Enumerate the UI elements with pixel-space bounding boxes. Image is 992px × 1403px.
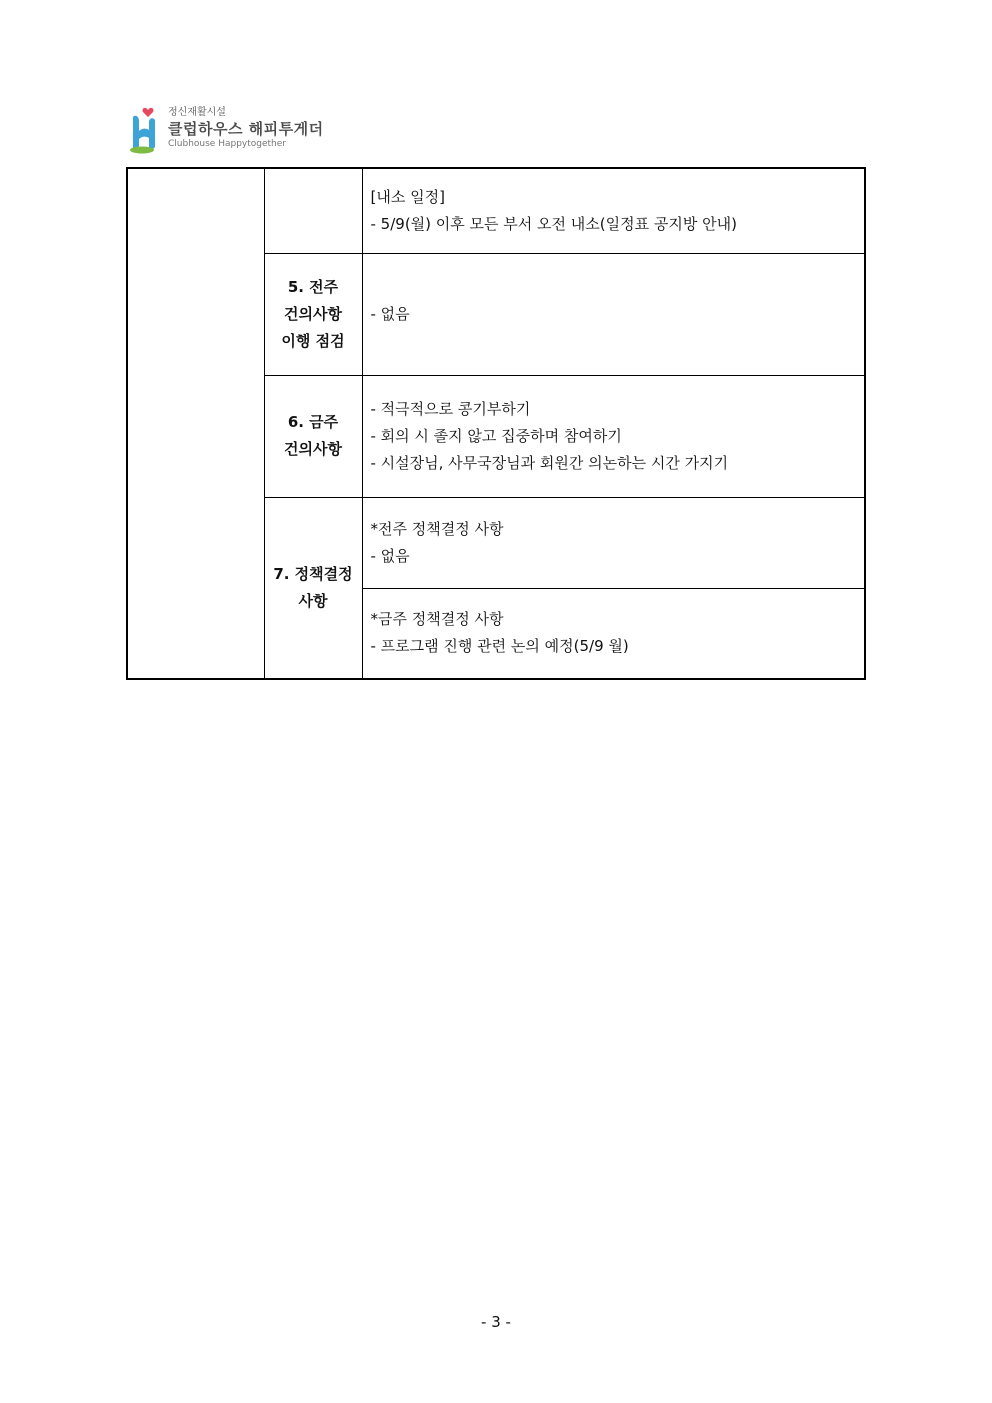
category-cell: [127, 168, 264, 679]
label-cell: [264, 253, 362, 375]
content-line: *금주 정책결정 사항: [370, 610, 504, 629]
content-cell: [362, 588, 865, 679]
content-line: - 5/9(월) 이후 모든 부서 오전 내소(일정표 공지방 안내): [370, 214, 737, 233]
label-line: 5. 전주: [287, 277, 339, 296]
label-cell: [264, 497, 362, 679]
clubhouse-logo: [128, 103, 328, 155]
table-row: [127, 168, 865, 253]
label-cell: [264, 168, 362, 253]
label-line: 이행 점검: [281, 331, 345, 350]
label-line: 건의사항: [284, 304, 342, 323]
logo-title: 클럽하우스 해피투게더: [168, 120, 324, 138]
content-line: - 없음: [370, 546, 410, 565]
minutes-table: [126, 167, 866, 680]
content-line: [내소 일정]: [370, 187, 445, 206]
logo-english: Clubhouse Happytogether: [168, 139, 286, 149]
content-line: - 시설장님, 사무국장님과 회원간 의논하는 시간 가지기: [370, 453, 729, 472]
content-line: *전주 정책결정 사항: [370, 519, 504, 538]
label-line: 6. 금주: [287, 413, 339, 431]
logo-subtitle: 정신재활시설: [168, 107, 226, 118]
content-cell: [362, 168, 865, 253]
content-line: - 프로그램 진행 관련 논의 예정(5/9 월): [370, 637, 629, 656]
content-cell: [362, 253, 865, 375]
label-cell: [264, 375, 362, 497]
label-line: 사항: [298, 591, 328, 610]
page-number: - 3 -: [481, 1313, 511, 1331]
content-cell: [362, 497, 865, 588]
content-cell: [362, 375, 865, 497]
content-line: - 없음: [370, 304, 410, 323]
content-line: - 회의 시 졸지 않고 집중하며 참여하기: [370, 426, 622, 445]
content-line: - 적극적으로 콩기부하기: [370, 399, 531, 418]
label-line: 7. 정책결정: [273, 564, 353, 583]
label-line: 건의사항: [284, 440, 342, 458]
logo-h-icon: [128, 103, 162, 155]
